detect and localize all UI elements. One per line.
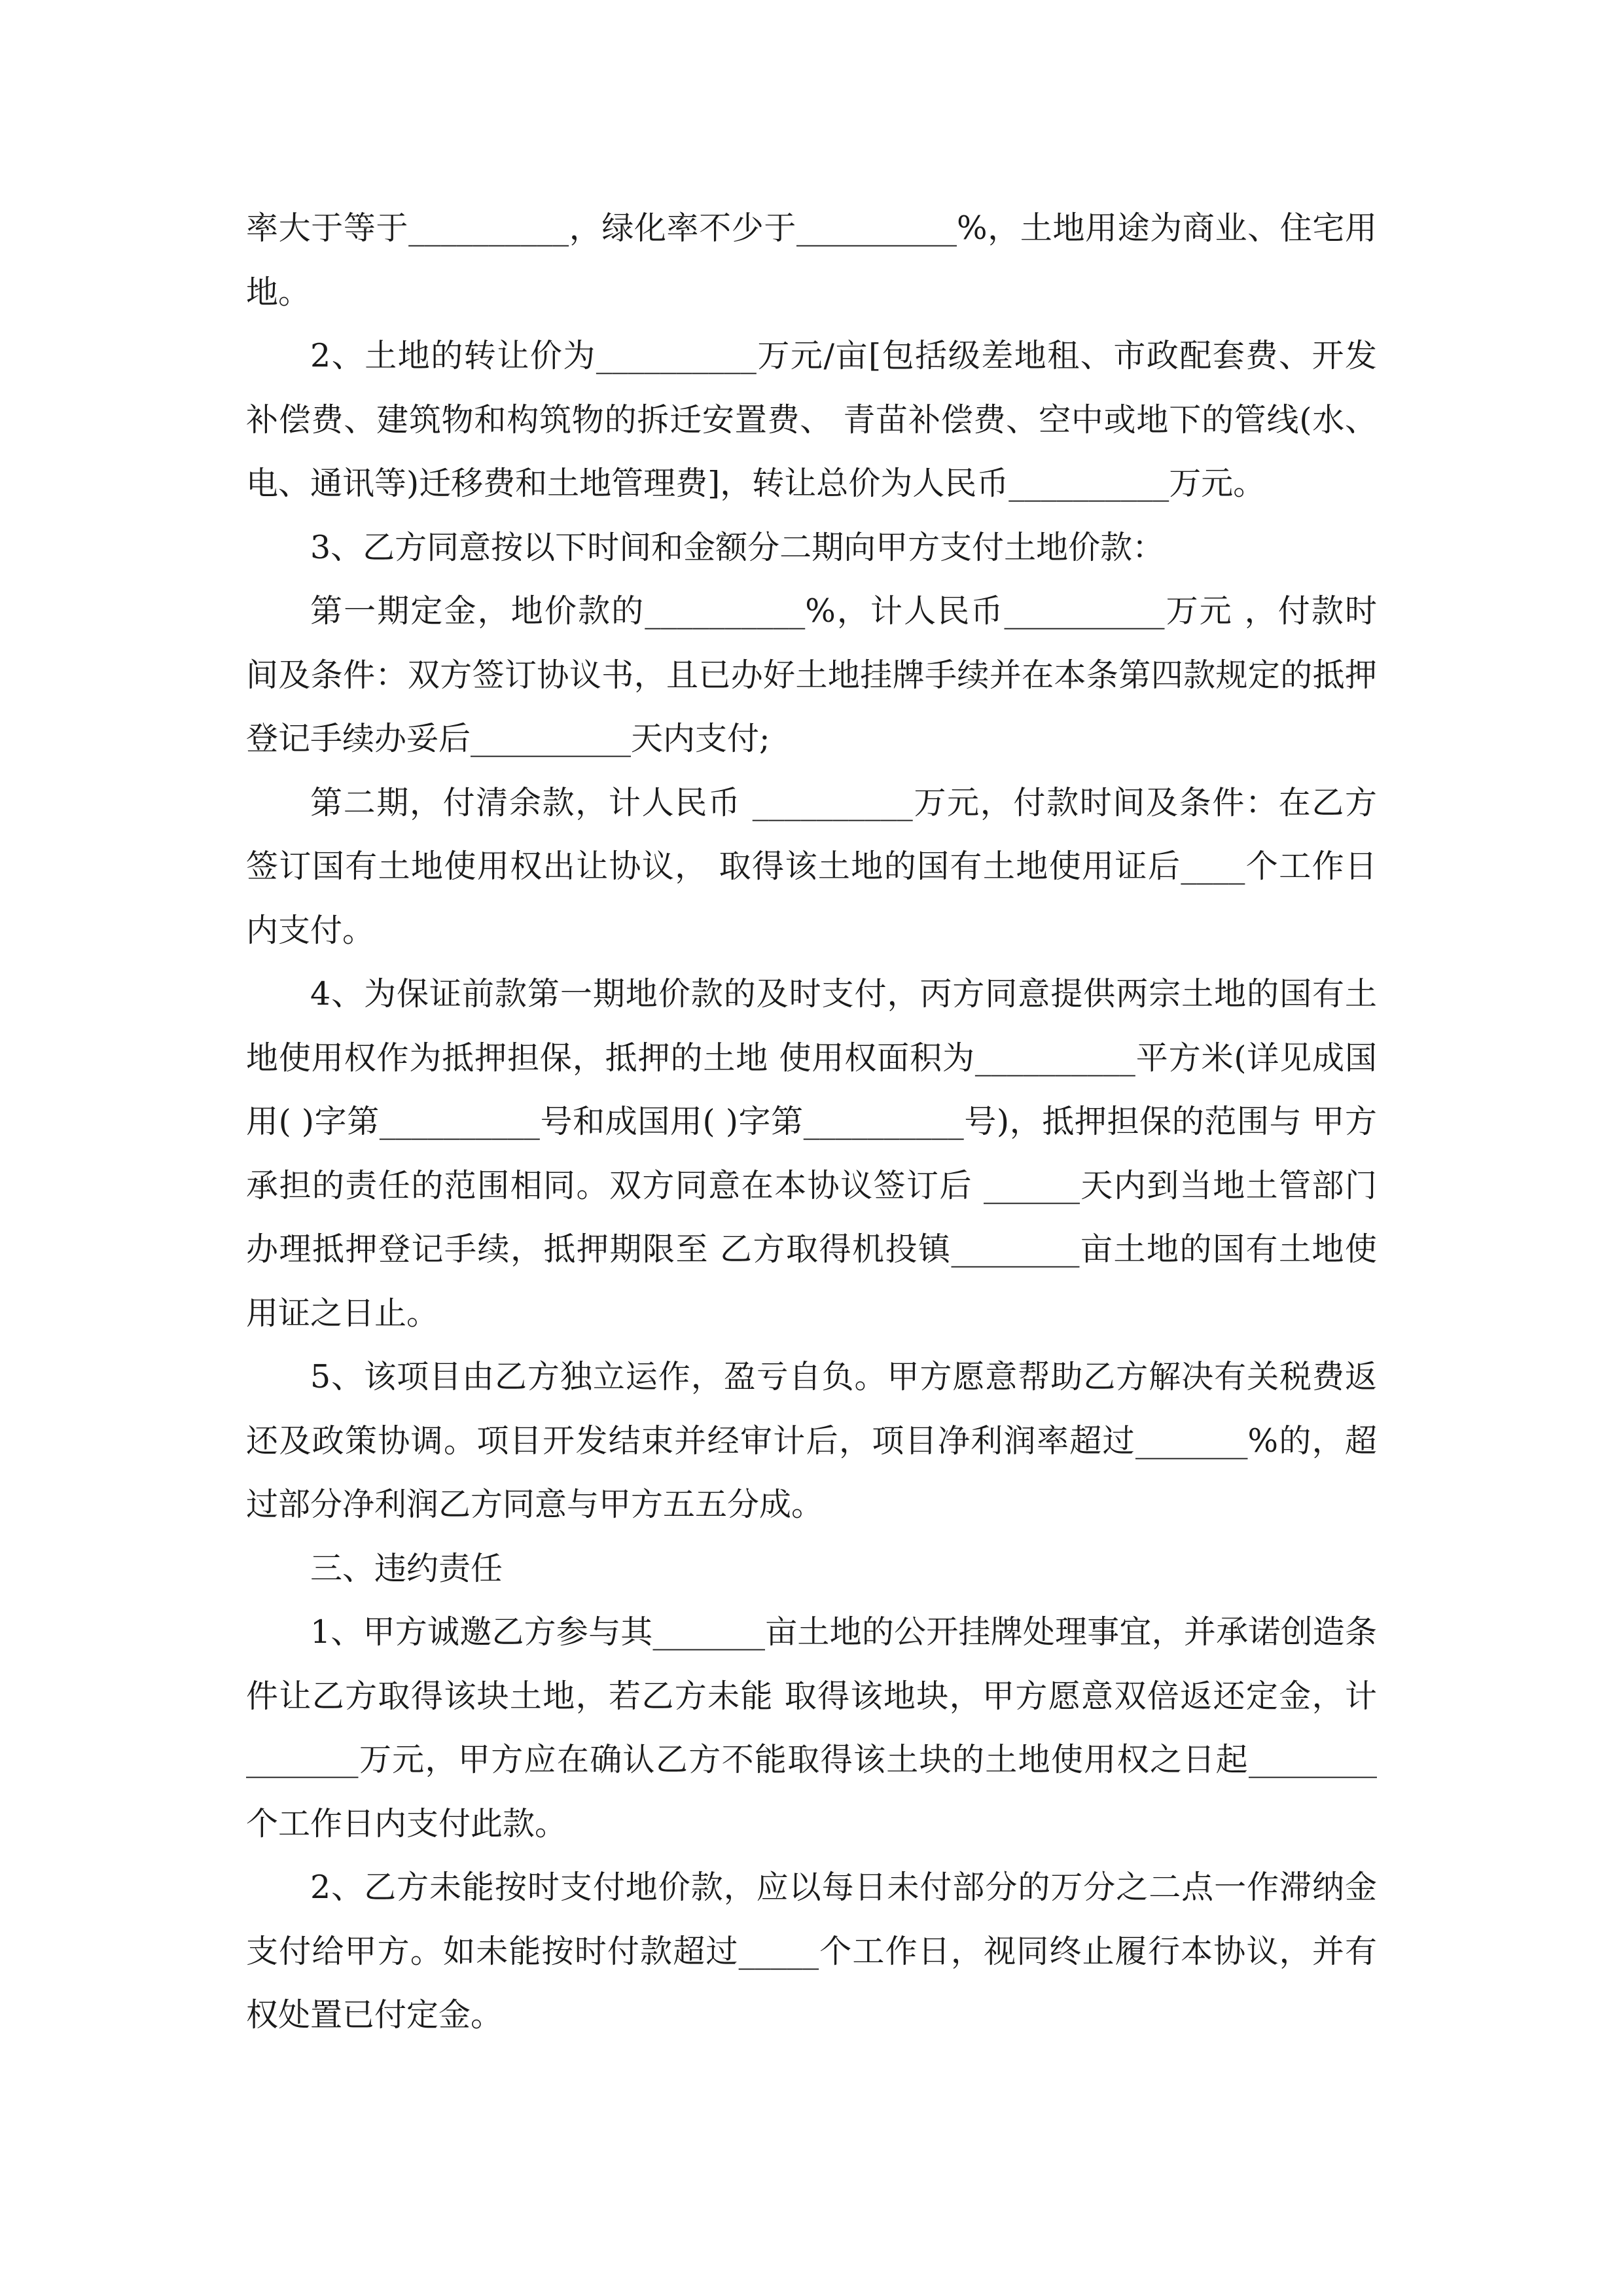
section-heading-liability: 三、违约责任 (310, 1549, 503, 1587)
paragraph-party-a-liability: 1、甲方诚邀乙方参与其_______亩土地的公开挂牌处理事宜，并承诺创造条件让乙方取得该块土地，若乙方未能 取得该地块，甲方愿意双倍返还定金，计_______万元，甲方应在确认乙方不能取得该土块的土地使用权之日起________个工作日内支付此款。 (246, 1613, 1377, 1842)
document-body (246, 196, 1377, 2047)
paragraph-transfer-price: 2、土地的转让价为__________万元/亩[包括级差地租、市政配套费、开发补偿费、建筑物和构筑物的拆迁安置费、 青苗补偿费、空中或地下的管线(水、电、通讯等)迁移费和土地管理费]，转让总价为人民币__________万元。 (246, 337, 1377, 502)
paragraph-mortgage-guarantee: 4、为保证前款第一期地价款的及时支付，丙方同意提供两宗土地的国有土地使用权作为抵押担保，抵押的土地 使用权面积为__________平方米(详见成国用( )字第__________号和成国用( )字第__________号)，抵押担保的范围与 甲方承担的责任的范围相同。双方同意在本协议签订后 ______天内到当地土管部门办理抵押登记手续，抵押期限至 乙方取得机投镇________亩土地的国有土地使用证之日止。 (246, 975, 1377, 1332)
paragraph-first-installment: 第一期定金，地价款的__________%，计人民币__________万元 ，付款时间及条件：双方签订协议书，且已办好土地挂牌手续并在本条第四款规定的抵押登记手续办妥后__________天内支付; (246, 592, 1377, 757)
paragraph-profit-sharing: 5、该项目由乙方独立运作，盈亏自负。甲方愿意帮助乙方解决有关税费返还及政策协调。项目开发结束并经审计后，项目净利润率超过_______%的，超过部分净利润乙方同意与甲方五五分成。 (246, 1358, 1377, 1523)
paragraph-second-installment: 第二期，付清余款，计人民币 __________万元，付款时间及条件：在乙方签订国有土地使用权出让协议， 取得该土地的国有土地使用证后____个工作日内支付。 (246, 783, 1377, 949)
paragraph-party-b-liability: 2、乙方未能按时支付地价款，应以每日未付部分的万分之二点一作滞纳金支付给甲方。如未能按时付款超过_____个工作日，视同终止履行本协议，并有权处置已付定金。 (246, 1869, 1377, 2034)
paragraph-payment-schedule: 3、乙方同意按以下时间和金额分二期向甲方支付土地价款： (310, 528, 1165, 566)
paragraph-land-use: 率大于等于__________，绿化率不少于__________%，土地用途为商业、住宅用地。 (246, 209, 1377, 311)
